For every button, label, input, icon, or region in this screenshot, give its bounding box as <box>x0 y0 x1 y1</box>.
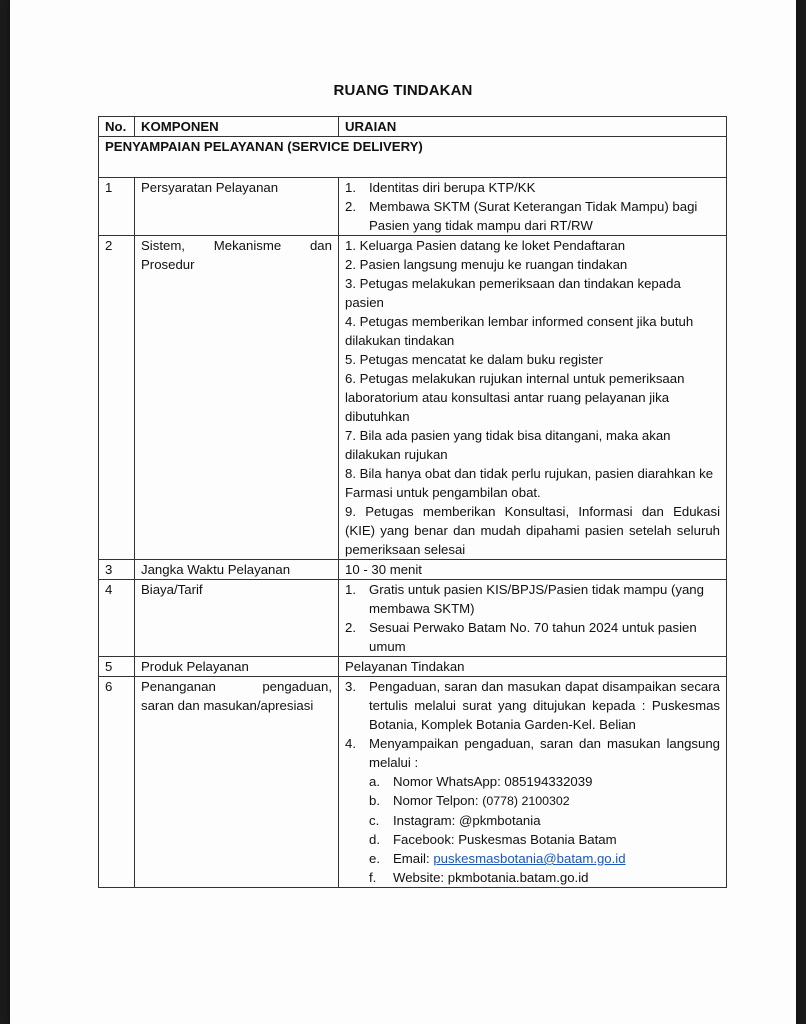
row-uraian <box>339 677 727 888</box>
header-no: No. <box>99 117 135 137</box>
table-row <box>99 657 727 677</box>
list-item: 1. Identitas diri berupa KTP/KK <box>345 180 536 195</box>
row-uraian <box>339 580 727 657</box>
table-header-row <box>99 117 727 137</box>
section-row <box>99 137 727 178</box>
table-row <box>99 580 727 657</box>
list-item: 8. Bila hanya obat dan tidak perlu rujukan, pasien diarahkan ke Farmasi untuk pengambilan obat. <box>345 466 714 500</box>
list-item: 6. Petugas melakukan rujukan internal untuk pemeriksaan laboratorium atau konsultasi antar ruang pelayanan jika dibutuhkan <box>345 371 685 424</box>
list-item: 1. Gratis untuk pasien KIS/BPJS/Pasien tidak mampu (yang membawa SKTM) <box>345 582 704 616</box>
komponen-line: Prosedur <box>141 257 195 272</box>
list-item: 2. Membawa SKTM (Surat Keterangan Tidak Mampu) bagi Pasien yang tidak mampu dari RT/RW <box>345 199 698 233</box>
contact-instagram: c. Instagram: @pkmbotania <box>369 813 541 828</box>
komponen-line: Sistem, Mekanisme dan <box>141 238 332 253</box>
service-table <box>98 116 727 888</box>
table-row <box>99 677 727 888</box>
row-uraian <box>339 178 727 236</box>
table-row <box>99 236 727 560</box>
table-row <box>99 560 727 580</box>
row-number: 1 <box>99 178 135 236</box>
row-number: 2 <box>99 236 135 560</box>
row-komponen <box>135 677 339 888</box>
row-uraian: Pelayanan Tindakan <box>339 657 727 677</box>
list-item: 2. Sesuai Perwako Batam No. 70 tahun 2024 untuk pasien umum <box>345 620 697 654</box>
row-number: 6 <box>99 677 135 888</box>
row-uraian <box>339 236 727 560</box>
row-number: 4 <box>99 580 135 657</box>
row-number: 3 <box>99 560 135 580</box>
row-komponen: Persyaratan Pelayanan <box>135 178 339 236</box>
header-uraian: URAIAN <box>339 117 727 137</box>
list-item: 3. Pengaduan, saran dan masukan dapat disampaikan secara tertulis melalui surat yang ditujukan kepada : Puskesmas Botania, Komplek Botania Garden-Kel. Belian <box>345 679 720 732</box>
list-item: 7. Bila ada pasien yang tidak bisa ditangani, maka akan dilakukan rujukan <box>345 428 671 462</box>
list-item: 1. Keluarga Pasien datang ke loket Pendaftaran <box>345 238 626 253</box>
komponen-line: saran dan masukan/apresiasi <box>141 698 314 713</box>
list-item: 3. Petugas melakukan pemeriksaan dan tindakan kepada pasien <box>345 276 681 310</box>
list-item: 5. Petugas mencatat ke dalam buku register <box>345 352 604 367</box>
email-link[interactable]: puskesmasbotania@batam.go.id <box>433 851 626 866</box>
section-title: PENYAMPAIAN PELAYANAN (SERVICE DELIVERY) <box>99 137 727 178</box>
list-item: 4. Petugas memberikan lembar informed consent jika butuh <box>345 314 694 329</box>
list-item: 9. Petugas memberikan Konsultasi, Informasi dan Edukasi (KIE) yang benar dan mudah dipahami pasien setelah seluruh pemeriksaan selesai <box>345 504 720 557</box>
page-title: RUANG TINDAKAN <box>333 82 473 99</box>
row-number: 5 <box>99 657 135 677</box>
row-komponen <box>135 236 339 560</box>
list-item: dilakukan tindakan <box>345 333 455 348</box>
contact-email: e. Email: puskesmasbotania@batam.go.id <box>369 851 626 866</box>
list-item: 2. Pasien langsung menuju ke ruangan tindakan <box>345 257 628 272</box>
row-uraian: 10 - 30 menit <box>339 560 727 580</box>
list-item: 4. Menyampaikan pengaduan, saran dan masukan langsung melalui : <box>345 736 720 770</box>
row-komponen: Jangka Waktu Pelayanan <box>135 560 339 580</box>
contact-whatsapp: a. Nomor WhatsApp: 085194332039 <box>369 774 593 789</box>
row-komponen: Produk Pelayanan <box>135 657 339 677</box>
row-komponen: Biaya/Tarif <box>135 580 339 657</box>
contact-facebook: d. Facebook: Puskesmas Botania Batam <box>369 832 617 847</box>
contact-telpon: b. Nomor Telpon: (0778) 2100302 <box>369 793 570 808</box>
table-row <box>99 178 727 236</box>
komponen-line: Penanganan pengaduan, <box>141 679 332 694</box>
contact-website: f. Website: pkmbotania.batam.go.id <box>369 870 589 885</box>
header-komponen: KOMPONEN <box>135 117 339 137</box>
